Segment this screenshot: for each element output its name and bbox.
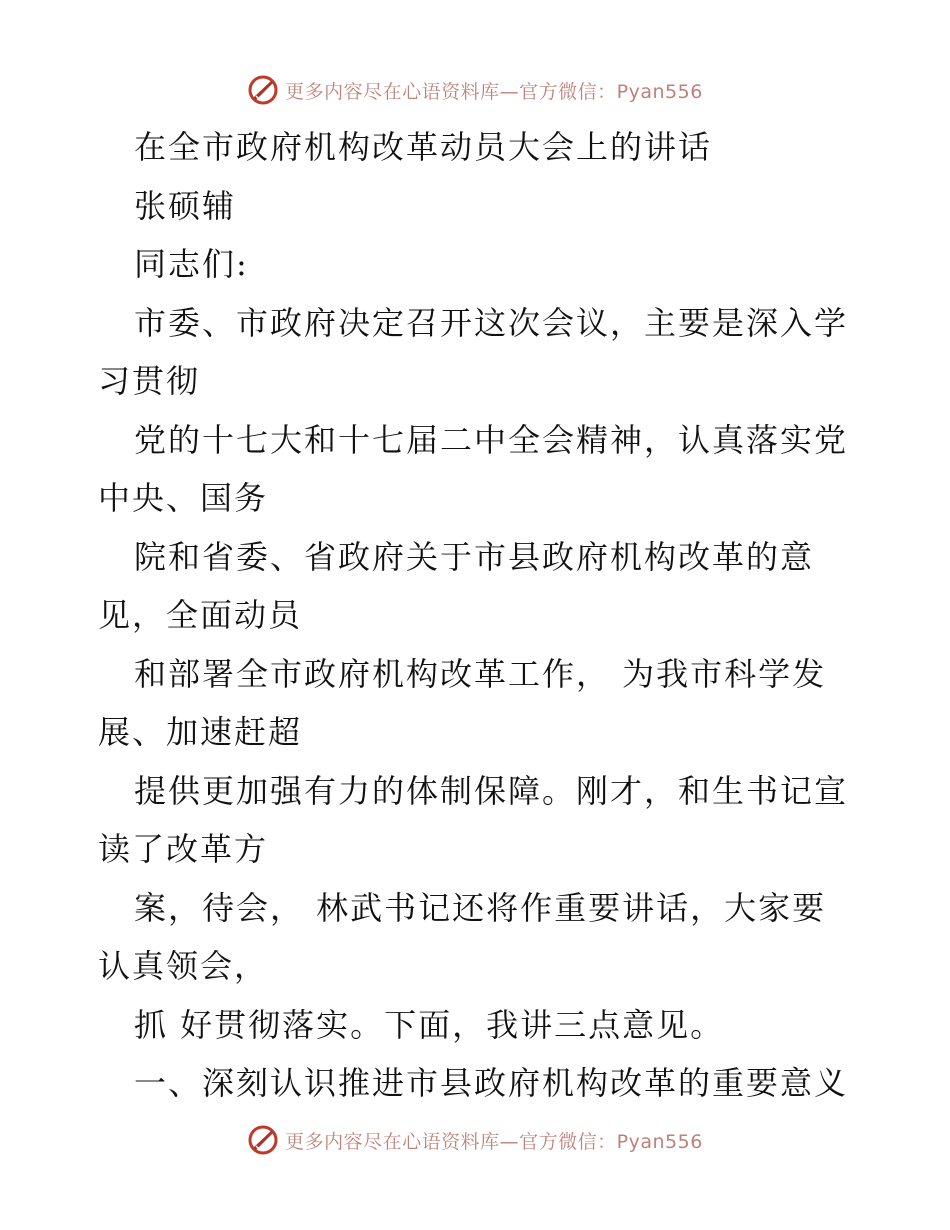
text-line: 认真领会，	[98, 947, 269, 985]
document-body	[98, 118, 858, 1113]
text-line: 案，待会， 林武书记还将作重要讲话，大家要	[134, 888, 827, 927]
text-line: 读了改革方	[98, 830, 269, 868]
text-line: 提供更加强有力的体制保障。刚才，和生书记宣	[134, 771, 849, 810]
watermark-header	[0, 70, 950, 110]
text-line: 和部署全市政府机构改革工作， 为我市科学发	[134, 654, 827, 693]
text-line: 见，全面动员	[98, 596, 303, 634]
watermark-footer	[0, 1120, 950, 1160]
text-line: 在全市政府机构改革动员大会上的讲话	[134, 128, 713, 166]
text-line: 抓 好贯彻落实。下面，我讲三点意见。	[134, 1005, 725, 1044]
text-line: 张硕辅	[134, 186, 237, 225]
text-line: 同志们:	[134, 245, 249, 283]
watermark-text: 更多内容尽在心语资料库—官方微信：Pyan556	[285, 80, 703, 103]
text-line: 中央、国务	[98, 479, 269, 517]
quill-logo-icon	[247, 1124, 279, 1156]
text-line: 习贯彻	[98, 362, 201, 400]
text-line: 院和省委、省政府关于市县政府机构改革的意	[134, 537, 815, 576]
quill-logo-icon	[247, 74, 279, 106]
watermark-text: 更多内容尽在心语资料库—官方微信：Pyan556	[285, 1130, 703, 1153]
text-line: 展、加速赶超	[98, 713, 303, 751]
text-line: 一、深刻认识推进市县政府机构改革的重要意义	[134, 1064, 849, 1102]
text-line: 市委、市政府决定召开这次会议，主要是深入学	[134, 303, 849, 342]
text-line: 党的十七大和十七届二中全会精神，认真落实党	[134, 420, 849, 459]
